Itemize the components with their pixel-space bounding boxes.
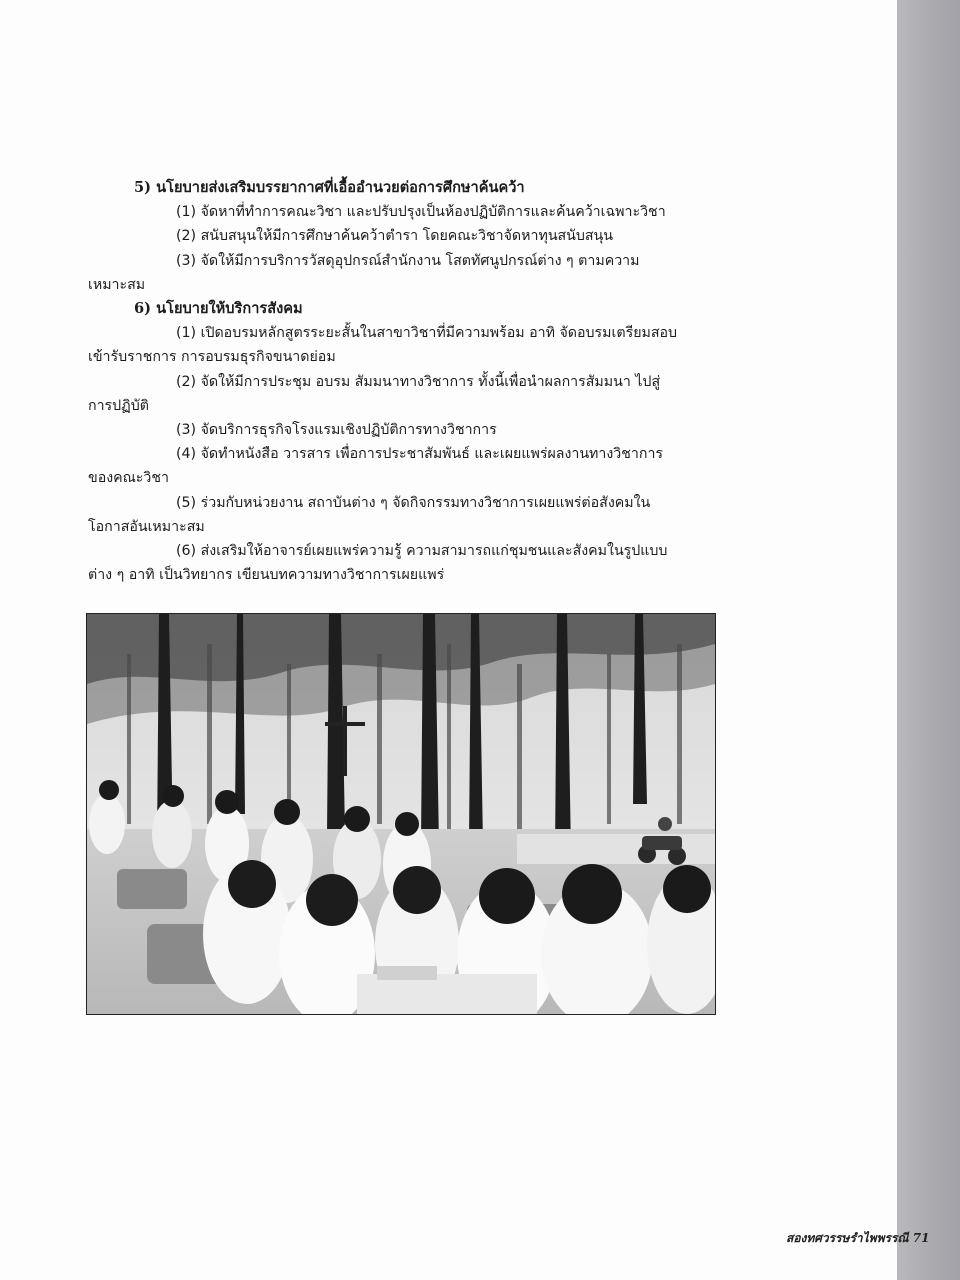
list-item: (3) จัดให้มีการบริการวัสดุอุปกรณ์สำนักงาน โสตทัศนูปกรณ์ต่าง ๆ ตามความ (176, 252, 640, 269)
list-item-continuation: การปฏิบัติ (88, 397, 149, 414)
list-item: (2) จัดให้มีการประชุม อบรม สัมมนาทางวิชาการ ทั้งนี้เพื่อนำผลการสัมมนา ไปสู่ (176, 373, 661, 390)
list-item: (1) เปิดอบรมหลักสูตรระยะสั้นในสาขาวิชาที่มีความพร้อม อาทิ จัดอบรมเตรียมสอบ (176, 325, 678, 342)
list-item-continuation: ต่าง ๆ อาทิ เป็นวิทยากร เขียนบทความทางวิชาการเผยแพร่ (88, 567, 445, 584)
list-item: (6) ส่งเสริมให้อาจารย์เผยแพร่ความรู้ ความสามารถแก่ชุมชนและสังคมในรูปแบบ (176, 543, 668, 560)
list-item: (2) สนับสนุนให้มีการศึกษาค้นคว้าตำรา โดยคณะวิชาจัดหาทุนสนับสนุน (176, 228, 613, 245)
list-item-continuation: โอกาสอันเหมาะสม (88, 518, 205, 535)
page-footer (786, 1229, 930, 1248)
document-body (88, 176, 728, 587)
list-item: (4) จัดทำหนังสือ วารสาร เพื่อการประชาสัมพันธ์ และเผยแพร่ผลงานทางวิชาการ (176, 446, 664, 463)
page-edge-band (897, 0, 960, 1280)
footer-title: สองทศวรรษรำไพพรรณี (786, 1231, 909, 1245)
section-heading-6: 6) นโยบายให้บริการสังคม (134, 300, 303, 318)
list-item-continuation: เหมาะสม (88, 276, 146, 293)
list-item-continuation: ของคณะวิชา (88, 470, 169, 487)
campus-photo (86, 613, 716, 1015)
list-item: (3) จัดบริการธุรกิจโรงแรมเชิงปฏิบัติการทางวิชาการ (176, 422, 497, 439)
page-number: 71 (912, 1231, 930, 1245)
list-item: (5) ร่วมกับหน่วยงาน สถาบันต่าง ๆ จัดกิจกรรมทางวิชาการเผยแพร่ต่อสังคมใน (176, 494, 651, 511)
list-item-continuation: เข้ารับราชการ การอบรมธุรกิจขนาดย่อม (88, 349, 336, 366)
section-heading-5: 5) นโยบายส่งเสริมบรรยากาศที่เอื้ออำนวยต่อการศึกษาค้นคว้า (134, 179, 525, 196)
list-item: (1) จัดหาที่ทำการคณะวิชา และปรับปรุงเป็นห้องปฏิบัติการและค้นคว้าเฉพาะวิชา (176, 204, 666, 221)
